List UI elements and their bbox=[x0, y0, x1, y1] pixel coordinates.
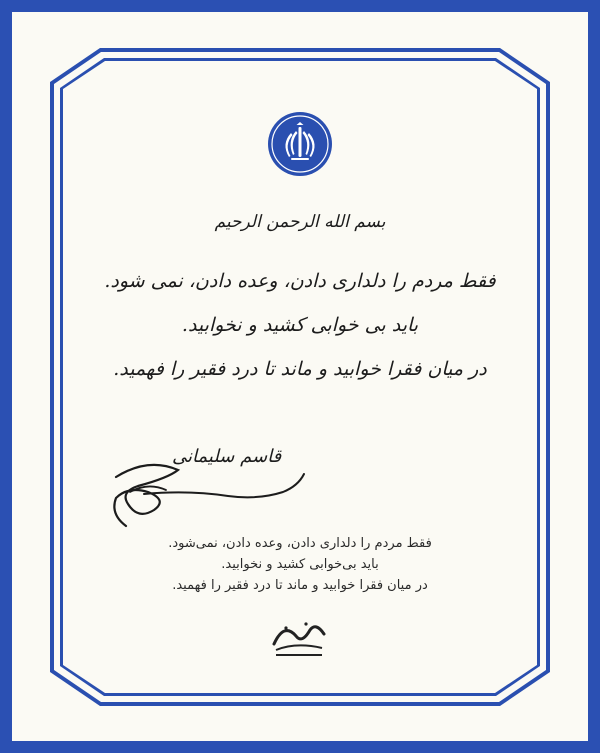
typed-line: باید بی‌خوابی کشید و نخوابید. bbox=[221, 557, 379, 572]
iran-emblem-icon bbox=[267, 111, 333, 177]
handwritten-line: فقط مردم را دلداری دادن، وعده دادن، نمی شود. bbox=[104, 270, 496, 292]
signature-name: قاسم سلیمانی bbox=[172, 446, 282, 467]
signature-scribble bbox=[108, 452, 308, 532]
handwritten-line: در میان فقرا خوابید و ماند تا درد فقیر را فهمید. bbox=[113, 358, 487, 380]
handwritten-basmala: بسم الله الرحمن الرحیم bbox=[214, 212, 386, 232]
typed-line: فقط مردم را دلداری دادن، وعده دادن، نمی‌شود. bbox=[168, 536, 432, 551]
typed-transcription bbox=[90, 533, 510, 596]
brand-logo-icon bbox=[266, 614, 332, 662]
handwritten-line: باید بی خوابی کشید و نخوابید. bbox=[181, 314, 419, 336]
typed-line: در میان فقرا خوابید و ماند تا درد فقیر را فهمید. bbox=[172, 578, 428, 593]
